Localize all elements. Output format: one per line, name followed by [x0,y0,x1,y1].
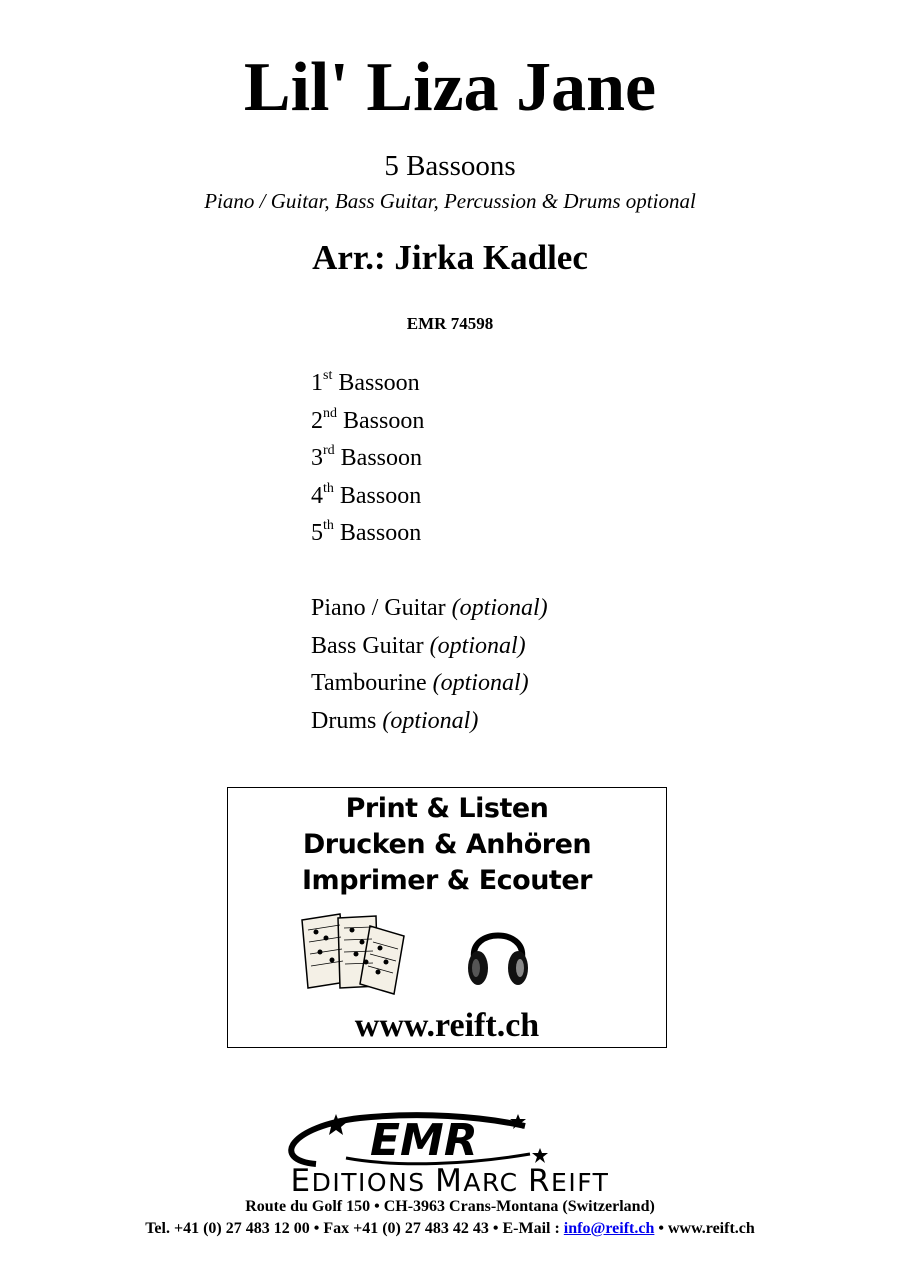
promo-line-english: Print & Listen [345,793,549,824]
emr-logo [250,1108,650,1170]
publisher-contact: Tel. +41 (0) 27 483 12 00 • Fax +41 (0) 27 483 42 43 • E-Mail : info@reift.ch • www.reift.ch [145,1220,755,1237]
promo-line-german: Drucken & Anhören [302,829,592,860]
list-item: 1st Bassoon [311,368,420,396]
promo-line-french: Imprimer & Ecouter [302,865,592,896]
sheet-music-icon [300,912,412,996]
list-item: Piano / Guitar (optional) [311,595,548,621]
promo-website-link[interactable]: www.reift.ch [354,1007,540,1044]
arranger-credit: Arr.: Jirka Kadlec [312,238,588,277]
list-item: 5th Bassoon [311,518,422,546]
ensemble-subtitle: 5 Bassoons [384,150,516,182]
page-title: Lil' Liza Jane [243,49,657,126]
emr-logo-text: EMR [370,1115,478,1166]
optional-parts-list [311,590,548,740]
catalog-number: EMR 74598 [406,314,494,333]
print-listen-box [227,787,667,1048]
list-item: 3rd Bassoon [311,443,423,471]
list-item: Bass Guitar (optional) [311,632,526,659]
email-link[interactable]: info@reift.ch [563,1220,655,1237]
list-item: 4th Bassoon [311,480,422,509]
optional-instruments-line: Piano / Guitar, Bass Guitar, Percussion & Drums optional [204,189,696,213]
publisher-name: EDITIONS MARC REIFT [290,1163,610,1199]
publisher-address: Route du Golf 150 • CH-3963 Crans-Montana (Switzerland) [245,1198,655,1215]
list-item: Drums (optional) [311,707,479,734]
headphones-icon [466,914,530,990]
list-item: Tambourine (optional) [311,670,529,696]
parts-list [311,365,424,553]
list-item: 2nd Bassoon [311,405,425,434]
